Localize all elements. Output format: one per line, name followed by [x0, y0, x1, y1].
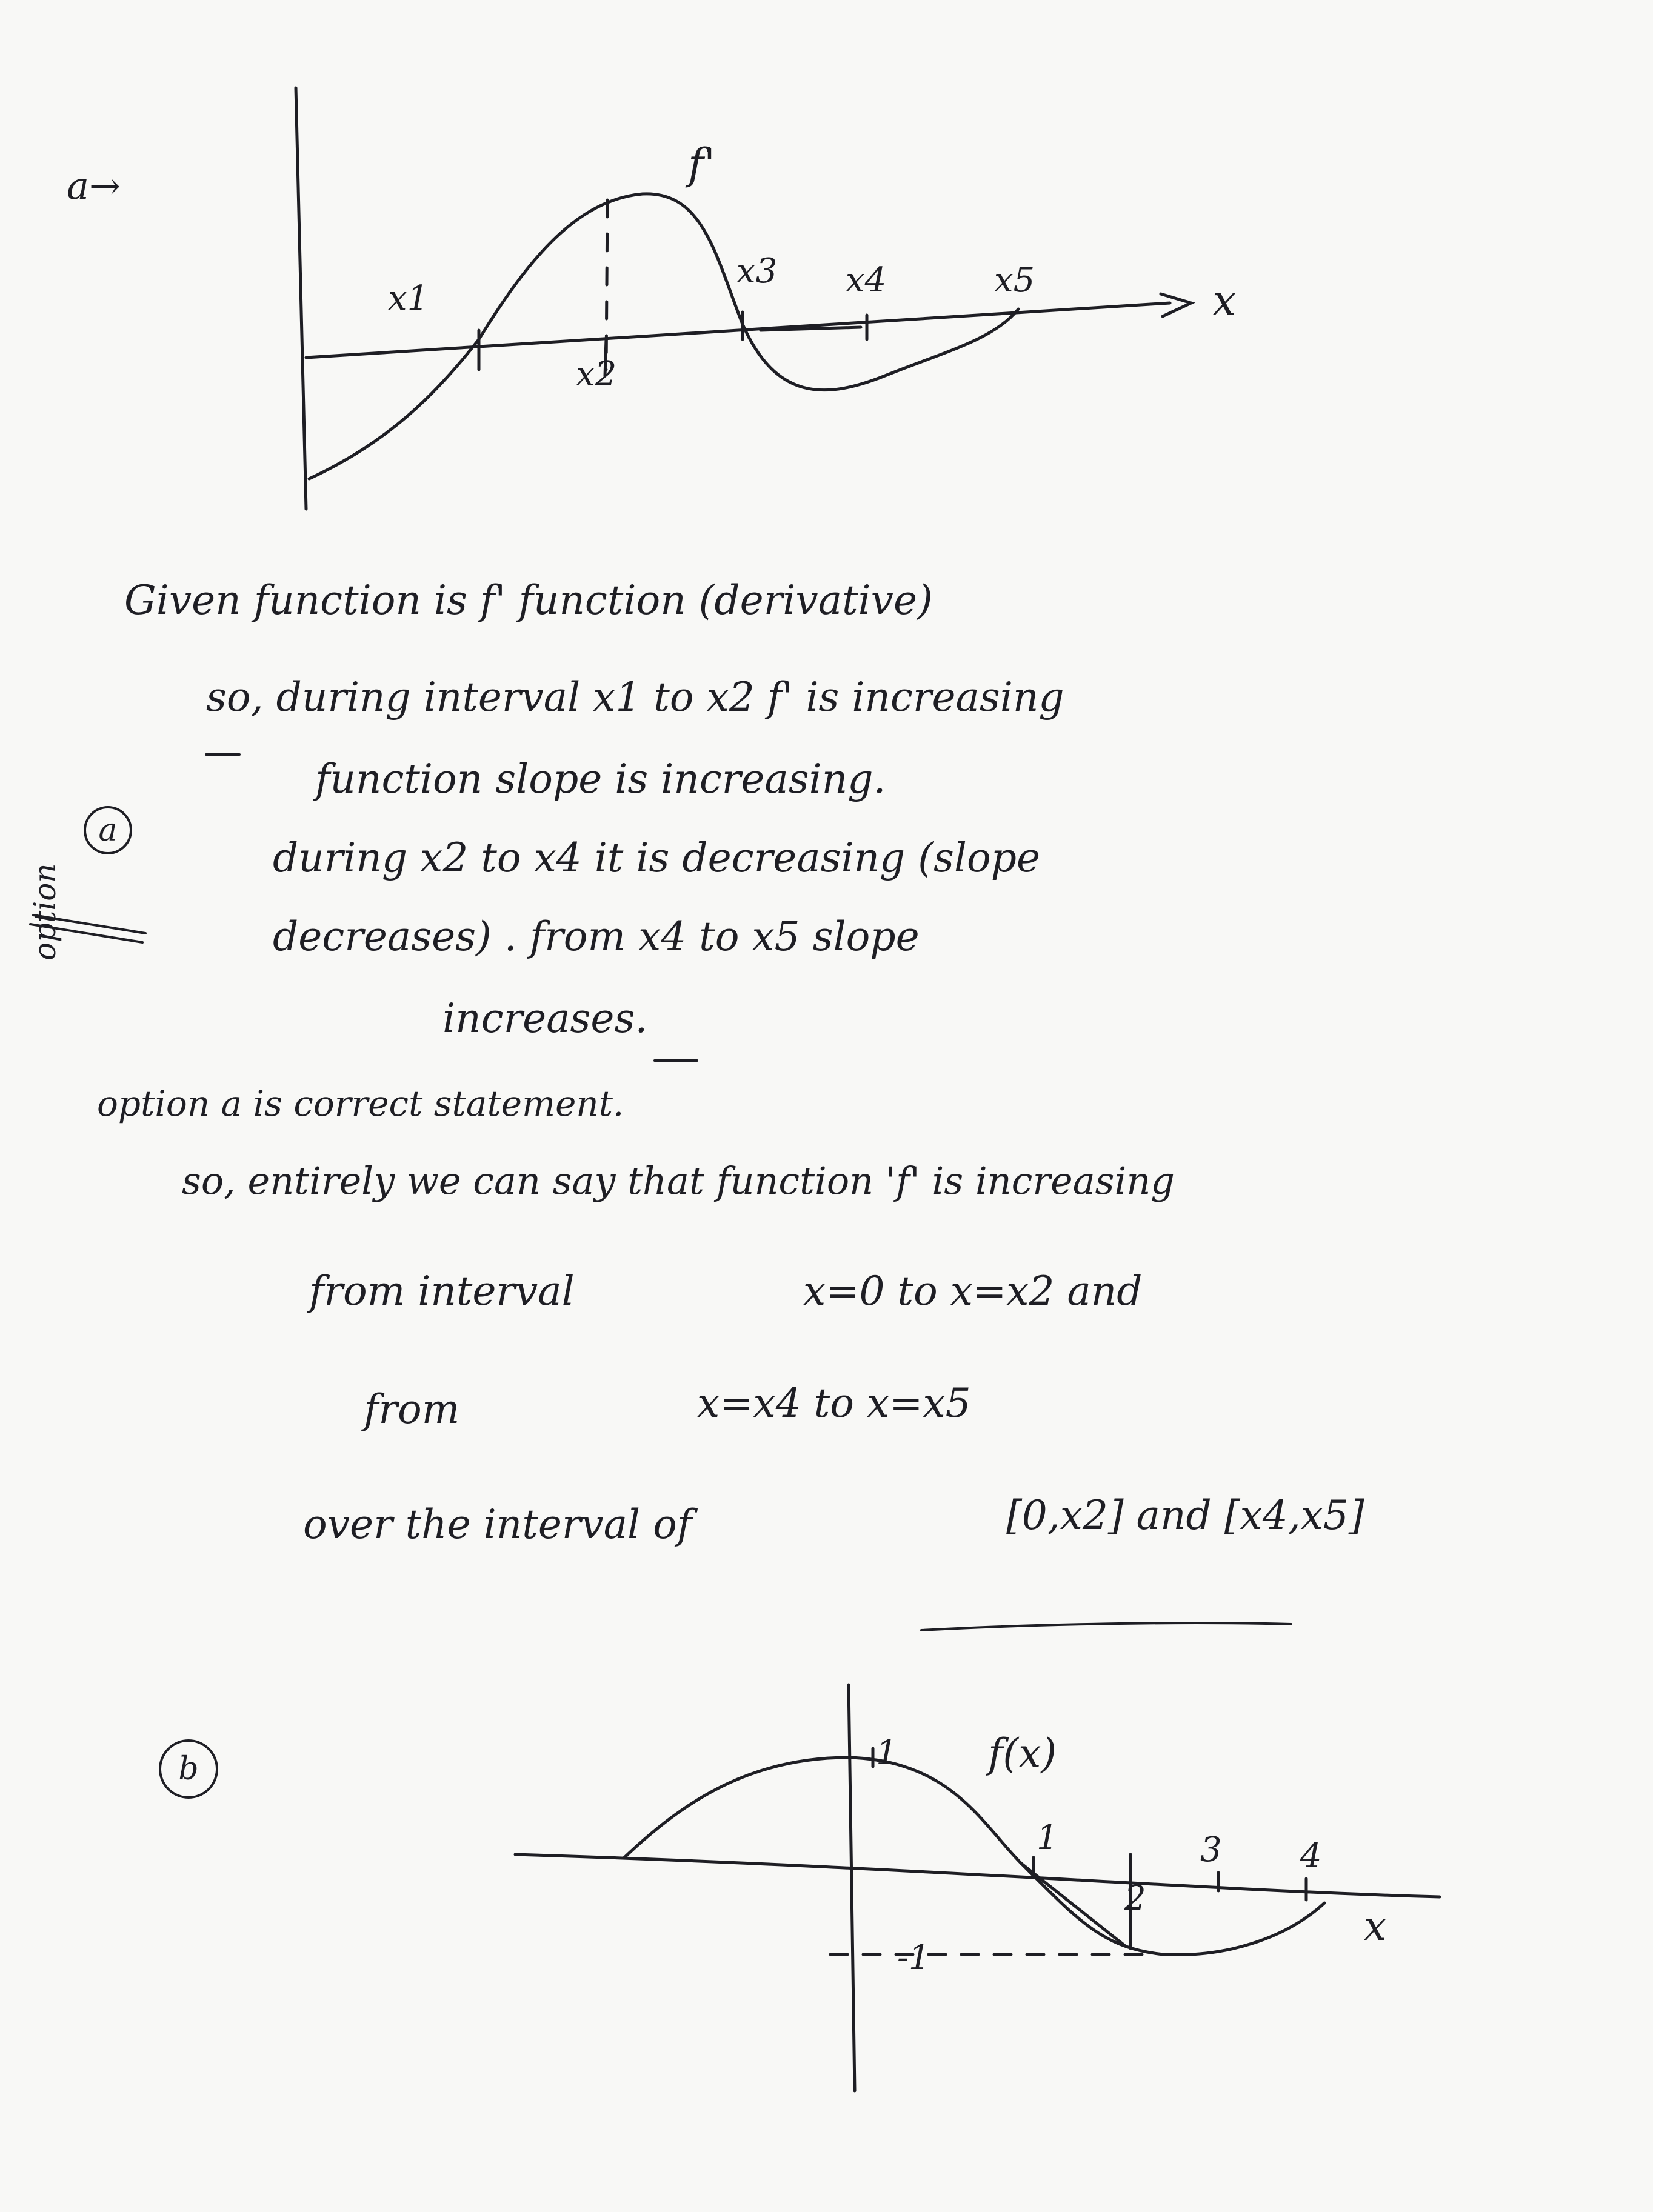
text-line-9b: x=0 to x=x2 and [803, 1268, 1143, 1314]
graph2-tick-1-x: 1 [1037, 1818, 1058, 1857]
text-line-3: function slope is increasing. [315, 756, 886, 802]
arrow-mark: a→ [67, 164, 121, 208]
text-line-9a: from interval [309, 1268, 575, 1314]
text-line-5: decreases) . from x4 to x5 slope [273, 913, 920, 960]
text-line-10a: from [364, 1386, 460, 1433]
graph2-tick-2: 2 [1124, 1879, 1146, 1918]
text-line-2: so, during interval x1 to x2 f' is increasing [206, 674, 1064, 721]
text-line-11b: [0,x2] and [x4,x5] [1006, 1492, 1364, 1539]
margin-option-label: option [27, 863, 62, 961]
graph2-curve-label: f(x) [988, 1730, 1057, 1777]
text-line-10b: x=x4 to x=x5 [697, 1380, 971, 1427]
text-line-11a: over the interval of [303, 1501, 692, 1548]
graph2-tick-3: 3 [1200, 1830, 1222, 1870]
graph2-axis-label: x [1364, 1903, 1387, 1950]
graph1-axis-label: x [1212, 276, 1237, 325]
graph2-tick-1-y: 1 [876, 1733, 898, 1773]
graph1-x2-label: x2 [576, 355, 617, 394]
text-line-4: during x2 to x4 it is decreasing (slope [273, 834, 1041, 881]
graph1-x1-label: x1 [388, 279, 429, 318]
text-line-6: increases. [442, 995, 648, 1042]
margin-circle-a: a [84, 806, 132, 854]
text-line-8: so, entirely we can say that function 'f' is increasing [182, 1159, 1175, 1203]
graph2-tick-4: 4 [1300, 1836, 1322, 1876]
graph1-x4-label: x4 [846, 261, 887, 300]
graph1-curve-label: f' [688, 139, 716, 189]
graph1-x3-label: x3 [736, 252, 778, 291]
part-b-circle: b [159, 1739, 218, 1799]
graph2-tick-minus-1: -1 [897, 1938, 930, 1977]
text-line-1: Given function is f' function (derivative) [124, 577, 933, 624]
graph2-y-axis [849, 1685, 855, 2091]
text-line-7: option a is correct statement. [97, 1083, 624, 1124]
graph1-x5-label: x5 [994, 261, 1035, 300]
